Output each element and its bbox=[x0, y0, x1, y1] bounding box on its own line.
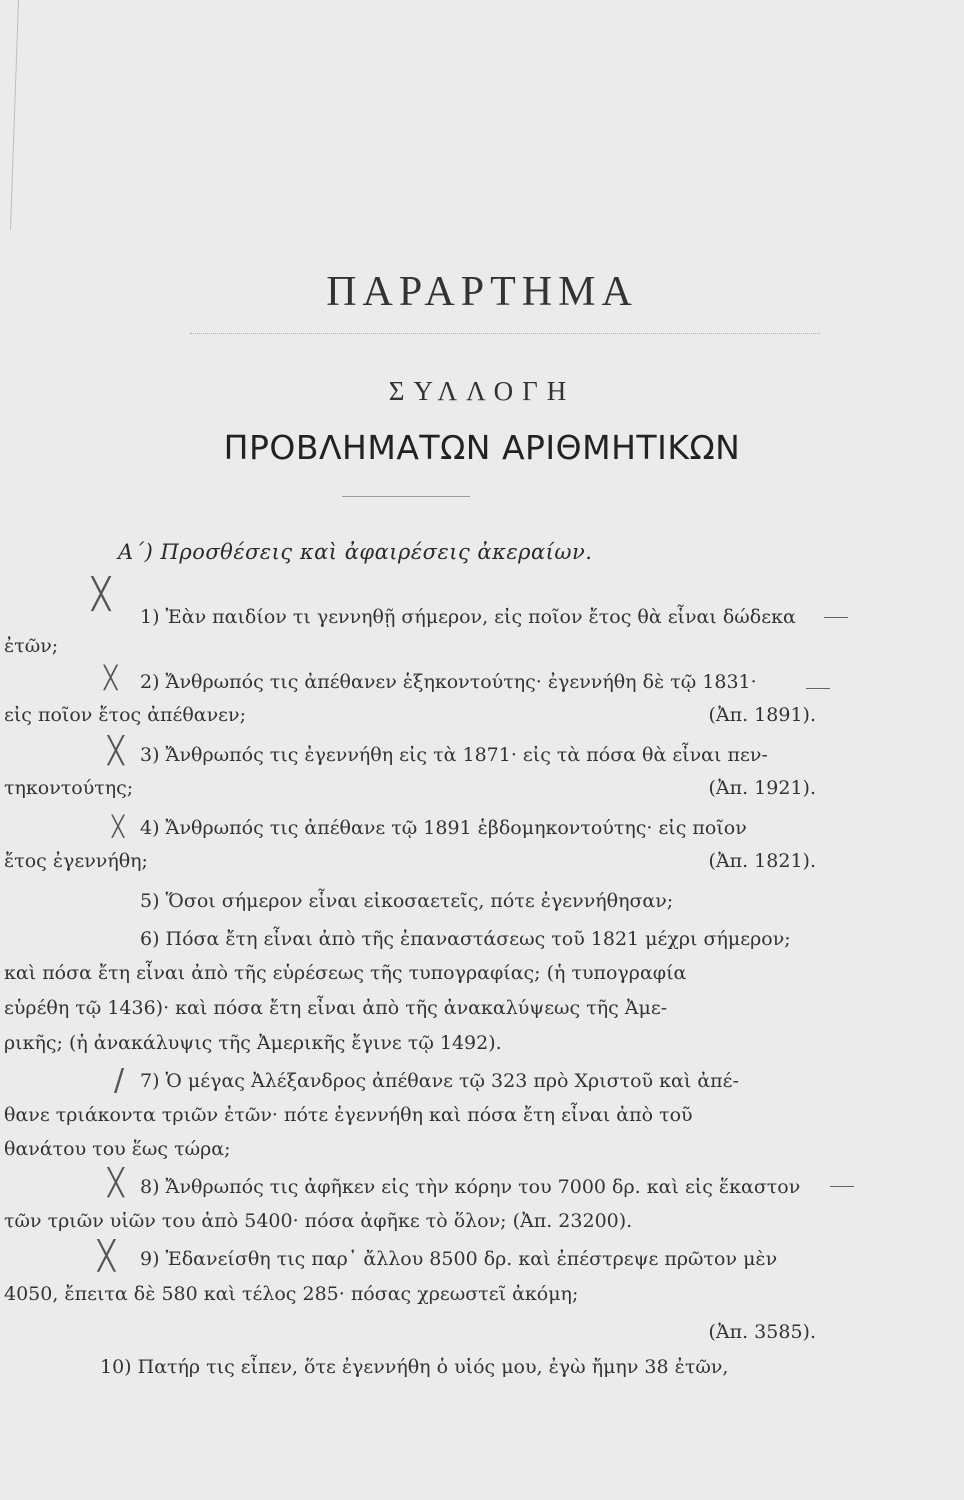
pencil-dash-mark bbox=[824, 617, 848, 618]
problem-line: ἔτος ἐγεννήθη; bbox=[4, 850, 148, 872]
answer-text: (Ἀπ. 3585). bbox=[708, 1321, 816, 1343]
problem-line: 6) Πόσα ἔτη εἶναι ἀπὸ τῆς ἐπαναστάσεως τοῦ 1821 μέχρι σήμερον; bbox=[140, 928, 791, 950]
problem-line: 1) Ἐὰν παιδίον τι γεννηθῇ σήμερον, εἰς ποῖον ἔτος θὰ εἶναι δώδεκα bbox=[140, 606, 796, 628]
pencil-dash-mark bbox=[830, 1186, 854, 1187]
page-title: ΠΑΡΑΡΤΗΜΑ bbox=[326, 269, 638, 315]
pencil-dash-mark bbox=[806, 688, 830, 689]
section-title: Α΄) Προσθέσεις καὶ ἀφαιρέσεις ἀκεραίων. bbox=[118, 540, 593, 564]
problem-line: 5) Ὅσοι σήμερον εἶναι εἰκοσαετεῖς, πότε ἐγεννήθησαν; bbox=[140, 890, 674, 912]
problem-line: 4050, ἔπειτα δὲ 580 καὶ τέλος 285· πόσας χρεωστεῖ ἀκόμη; bbox=[4, 1283, 579, 1305]
pencil-cross-mark-icon: ╳ bbox=[108, 1168, 124, 1198]
problem-line: 8) Ἄνθρωπός τις ἀφῆκεν εἰς τὴν κόρην του 7000 δρ. καὶ εἰς ἕκαστον bbox=[140, 1176, 801, 1198]
problem-line: 10) Πατήρ τις εἶπεν, ὅτε ἐγεννήθη ὁ υἱός μου, ἐγὼ ἤμην 38 ἐτῶν, bbox=[100, 1356, 729, 1378]
problem-line: ἐτῶν; bbox=[4, 635, 59, 657]
problem-line: 2) Ἄνθρωπός τις ἀπέθανεν ἑξηκοντούτης· ἐγεννήθη δὲ τῷ 1831· bbox=[140, 671, 757, 693]
problem-line: 9) Ἐδανείσθη τις παρ᾽ ἄλλου 8500 δρ. καὶ ἐπέστρεψε πρῶτον μὲν bbox=[140, 1248, 778, 1270]
problem-line: ρικῆς; (ἡ ἀνακάλυψις τῆς Ἀμερικῆς ἔγινε τῷ 1492). bbox=[4, 1032, 502, 1054]
answer-text: (Ἀπ. 1821). bbox=[708, 850, 816, 872]
pencil-cross-mark-icon: ╳ bbox=[92, 577, 111, 612]
pencil-cross-mark-icon: ╳ bbox=[98, 1239, 115, 1272]
problem-line: 7) Ὁ μέγας Ἀλέξανδρος ἀπέθανε τῷ 323 πρὸ Χριστοῦ καὶ ἀπέ- bbox=[140, 1070, 739, 1092]
pencil-cross-mark-icon: ╳ bbox=[112, 814, 125, 838]
problem-line: εἰς ποῖον ἔτος ἀπέθανεν; bbox=[4, 704, 246, 726]
answer-text: (Ἀπ. 1891). bbox=[708, 704, 816, 726]
problem-line: τῶν τριῶν υἱῶν του ἀπὸ 5400· πόσα ἀφῆκε τὸ ὅλον; (Ἀπ. 23200). bbox=[4, 1210, 633, 1232]
problem-line: 3) Ἄνθρωπός τις ἐγεννήθη εἰς τὰ 1871· εἰς τὰ πόσα θὰ εἶναι πεν- bbox=[140, 744, 768, 766]
problem-line: καὶ πόσα ἔτη εἶναι ἀπὸ τῆς εὑρέσεως τῆς τυπογραφίας; (ἡ τυπογραφία bbox=[4, 962, 687, 984]
page-subtitle: ΣΥΛΛΟΓΗ bbox=[388, 376, 576, 406]
pencil-cross-mark-icon: ╳ bbox=[104, 666, 118, 691]
pencil-slash-mark-icon: / bbox=[114, 1063, 125, 1098]
problem-line: 4) Ἄνθρωπός τις ἀπέθανε τῷ 1891 ἑβδομηκοντούτης· εἰς ποῖον bbox=[140, 817, 747, 839]
problem-line: θανάτου του ἕως τώρα; bbox=[4, 1138, 231, 1160]
problem-line: εὑρέθη τῷ 1436)· καὶ πόσα ἔτη εἶναι ἀπὸ τῆς ἀνακαλύψεως τῆς Ἀμε- bbox=[4, 997, 668, 1019]
page-heading: ΠΡΟΒΛΗΜΑΤΩΝ ΑΡΙΘΜΗΤΙΚΩΝ bbox=[223, 428, 741, 467]
problem-line: τηκοντούτης; bbox=[4, 777, 134, 799]
pencil-cross-mark-icon: ╳ bbox=[108, 736, 124, 766]
problem-line: θανε τριάκοντα τριῶν ἐτῶν· πότε ἐγεννήθη καὶ πόσα ἔτη εἶναι ἀπὸ τοῦ bbox=[4, 1104, 693, 1126]
answer-text: (Ἀπ. 1921). bbox=[708, 777, 816, 799]
